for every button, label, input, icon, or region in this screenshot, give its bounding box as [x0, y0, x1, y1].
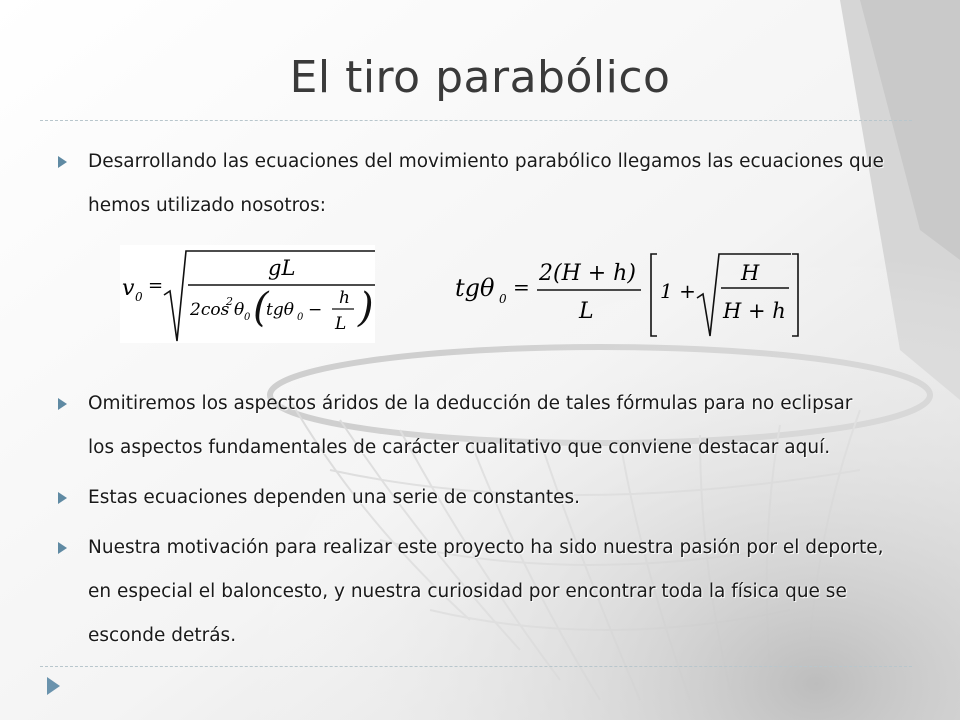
formula-tg-lhs: tgθ — [455, 274, 495, 302]
bullet-text: Desarrollando las ecuaciones del movimiento parabólico llegamos las ecuaciones que hemos utilizado nosotros: — [88, 151, 884, 216]
formula-v0-lhs-sub: 0 — [135, 290, 143, 304]
formula-tg-lhs-sub: 0 — [499, 292, 507, 306]
formula-v0-eq: = — [148, 275, 164, 296]
velocity-formula-image — [120, 245, 375, 343]
formula-tg-numerator: 2(H + h) — [539, 261, 636, 286]
formula-v0-numerator: gL — [268, 256, 296, 280]
formula-v0-den-start: 2cos — [190, 300, 230, 320]
bottom-divider — [40, 666, 912, 667]
svg-text:): ) — [358, 285, 374, 331]
triangle-right-icon — [58, 492, 67, 504]
svg-text:H + h: H + h — [723, 299, 786, 323]
formula-v0-lhs: v — [122, 276, 135, 301]
svg-text:−: − — [308, 300, 323, 320]
svg-text:(: ( — [253, 285, 269, 331]
svg-text:L: L — [335, 314, 347, 334]
bullet-list-bottom — [54, 382, 884, 658]
bullet-text: Nuestra motivación para realizar este proyecto ha sido nuestra pasión por el deporte, en especial el baloncesto, y nuestra curiosidad por encontrar toda la física que se esconde detrás. — [88, 537, 884, 646]
formula-tg-eq: = — [513, 275, 530, 299]
bullet-text: Estas ecuaciones dependen una serie de constantes. — [88, 487, 581, 508]
bullet-item — [54, 476, 884, 520]
triangle-right-icon — [58, 156, 67, 168]
triangle-right-icon — [58, 398, 67, 410]
svg-text:θ: θ — [234, 300, 245, 320]
bullet-list-top — [54, 140, 884, 228]
bullet-text: Omitiremos los aspectos áridos de la deducción de tales fórmulas para no eclipsar los aspectos fundamentales de carácter cualitativo que conviene destacar aquí. — [88, 393, 853, 458]
top-divider — [40, 120, 912, 121]
angle-formula-image — [455, 248, 800, 340]
formula-tg-denominator: L — [579, 299, 594, 324]
bullet-item — [54, 526, 884, 658]
svg-text:h: h — [339, 288, 350, 308]
svg-text:H: H — [741, 261, 760, 285]
slide-title: El tiro parabólico — [289, 52, 671, 103]
svg-text:0: 0 — [297, 312, 304, 323]
svg-text:2: 2 — [226, 295, 233, 308]
next-slide-arrow-icon[interactable] — [47, 677, 60, 695]
bullet-item — [54, 140, 884, 228]
bullet-item — [54, 382, 884, 470]
triangle-right-icon — [58, 542, 67, 554]
formula-tg-one-plus: 1 + — [660, 279, 696, 303]
svg-text:tgθ: tgθ — [266, 300, 294, 320]
svg-text:0: 0 — [244, 312, 251, 323]
